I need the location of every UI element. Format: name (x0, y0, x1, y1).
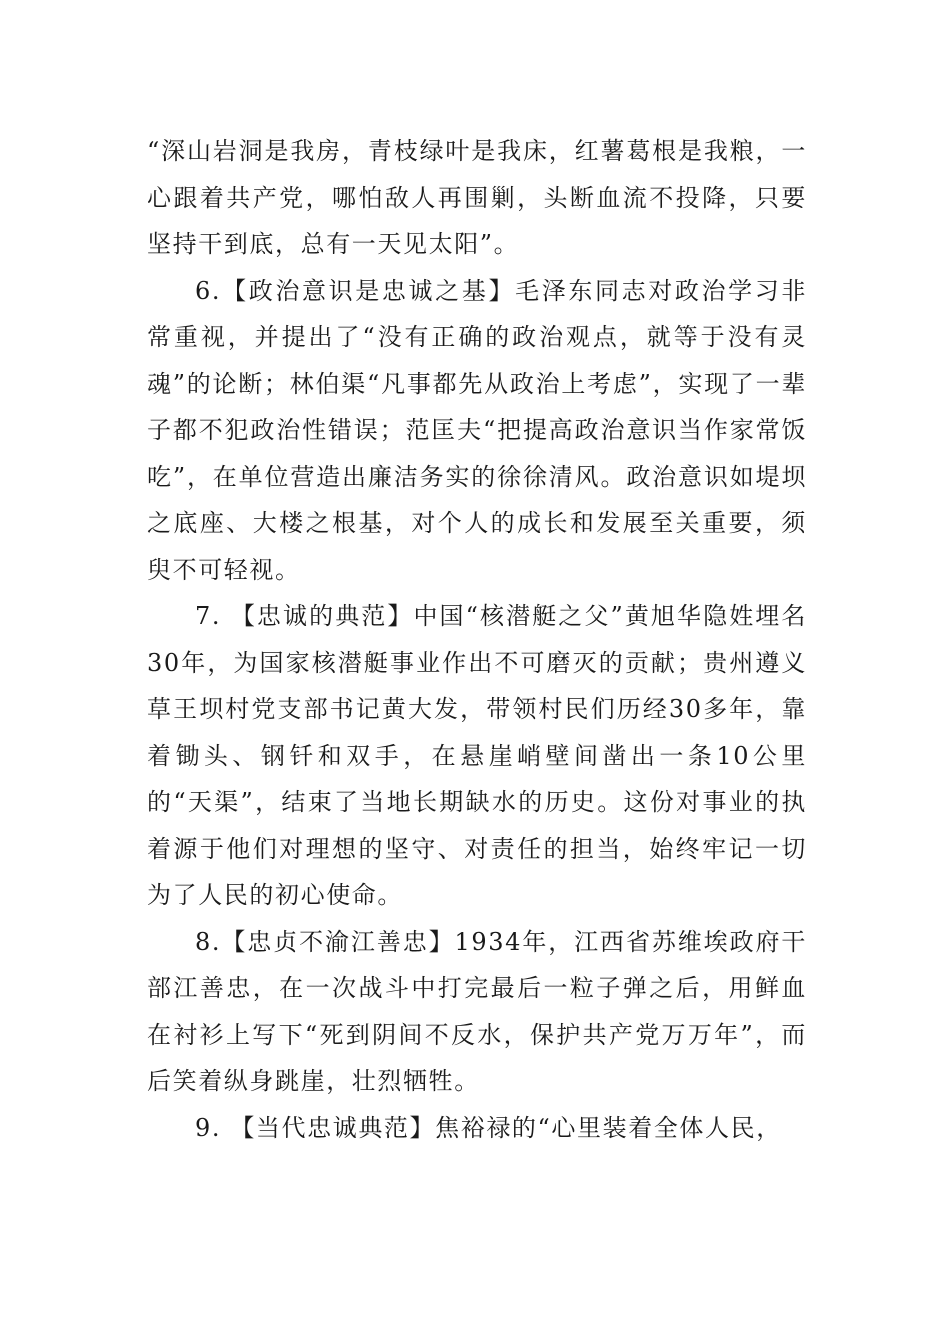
document-body (147, 128, 807, 1151)
quote-paragraph: “深山岩洞是我房，青枝绿叶是我床，红薯葛根是我粮，一心跟着共产党，哪怕敌人再围剿，头断血流不投降，只要坚持干到底，总有一天见太阳”。 (147, 137, 807, 258)
paragraph-7-loyalty-model: 7. 【忠诚的典范】中国“核潜艇之父”黄旭华隐姓埋名30年，为国家核潜艇事业作出不可磨灭的贡献；贵州遵义草王坝村党支部书记黄大发，带领村民们历经30多年，靠着锄头、钢钎和双手，在悬崖峭壁间凿出一条10公里的“天渠”，结束了当地长期缺水的历史。这份对事业的执着源于他们对理想的坚守、对责任的担当，始终牢记一切为了人民的初心使命。 (147, 602, 807, 909)
paragraph-8-jiang-shanzhong: 8.【忠贞不渝江善忠】1934年，江西省苏维埃政府干部江善忠，在一次战斗中打完最后一粒子弹之后，用鲜血在衬衫上写下“死到阴间不反水，保护共产党万万年”，而后笑着纵身跳崖，壮烈牺牲。 (147, 927, 807, 1095)
paragraph-9-contemporary-model: 9. 【当代忠诚典范】焦裕禄的“心里装着全体人民， (195, 1113, 782, 1142)
paragraph-6-political-awareness: 6.【政治意识是忠诚之基】毛泽东同志对政治学习非常重视，并提出了“没有正确的政治观点，就等于没有灵魂”的论断；林伯渠“凡事都先从政治上考虑”，实现了一辈子都不犯政治性错误；范匡夫“把提高政治意识当作家常饭吃”，在单位营造出廉洁务实的徐徐清风。政治意识如堤坝之底座、大楼之根基，对个人的成长和发展至关重要，须臾不可轻视。 (147, 276, 807, 584)
